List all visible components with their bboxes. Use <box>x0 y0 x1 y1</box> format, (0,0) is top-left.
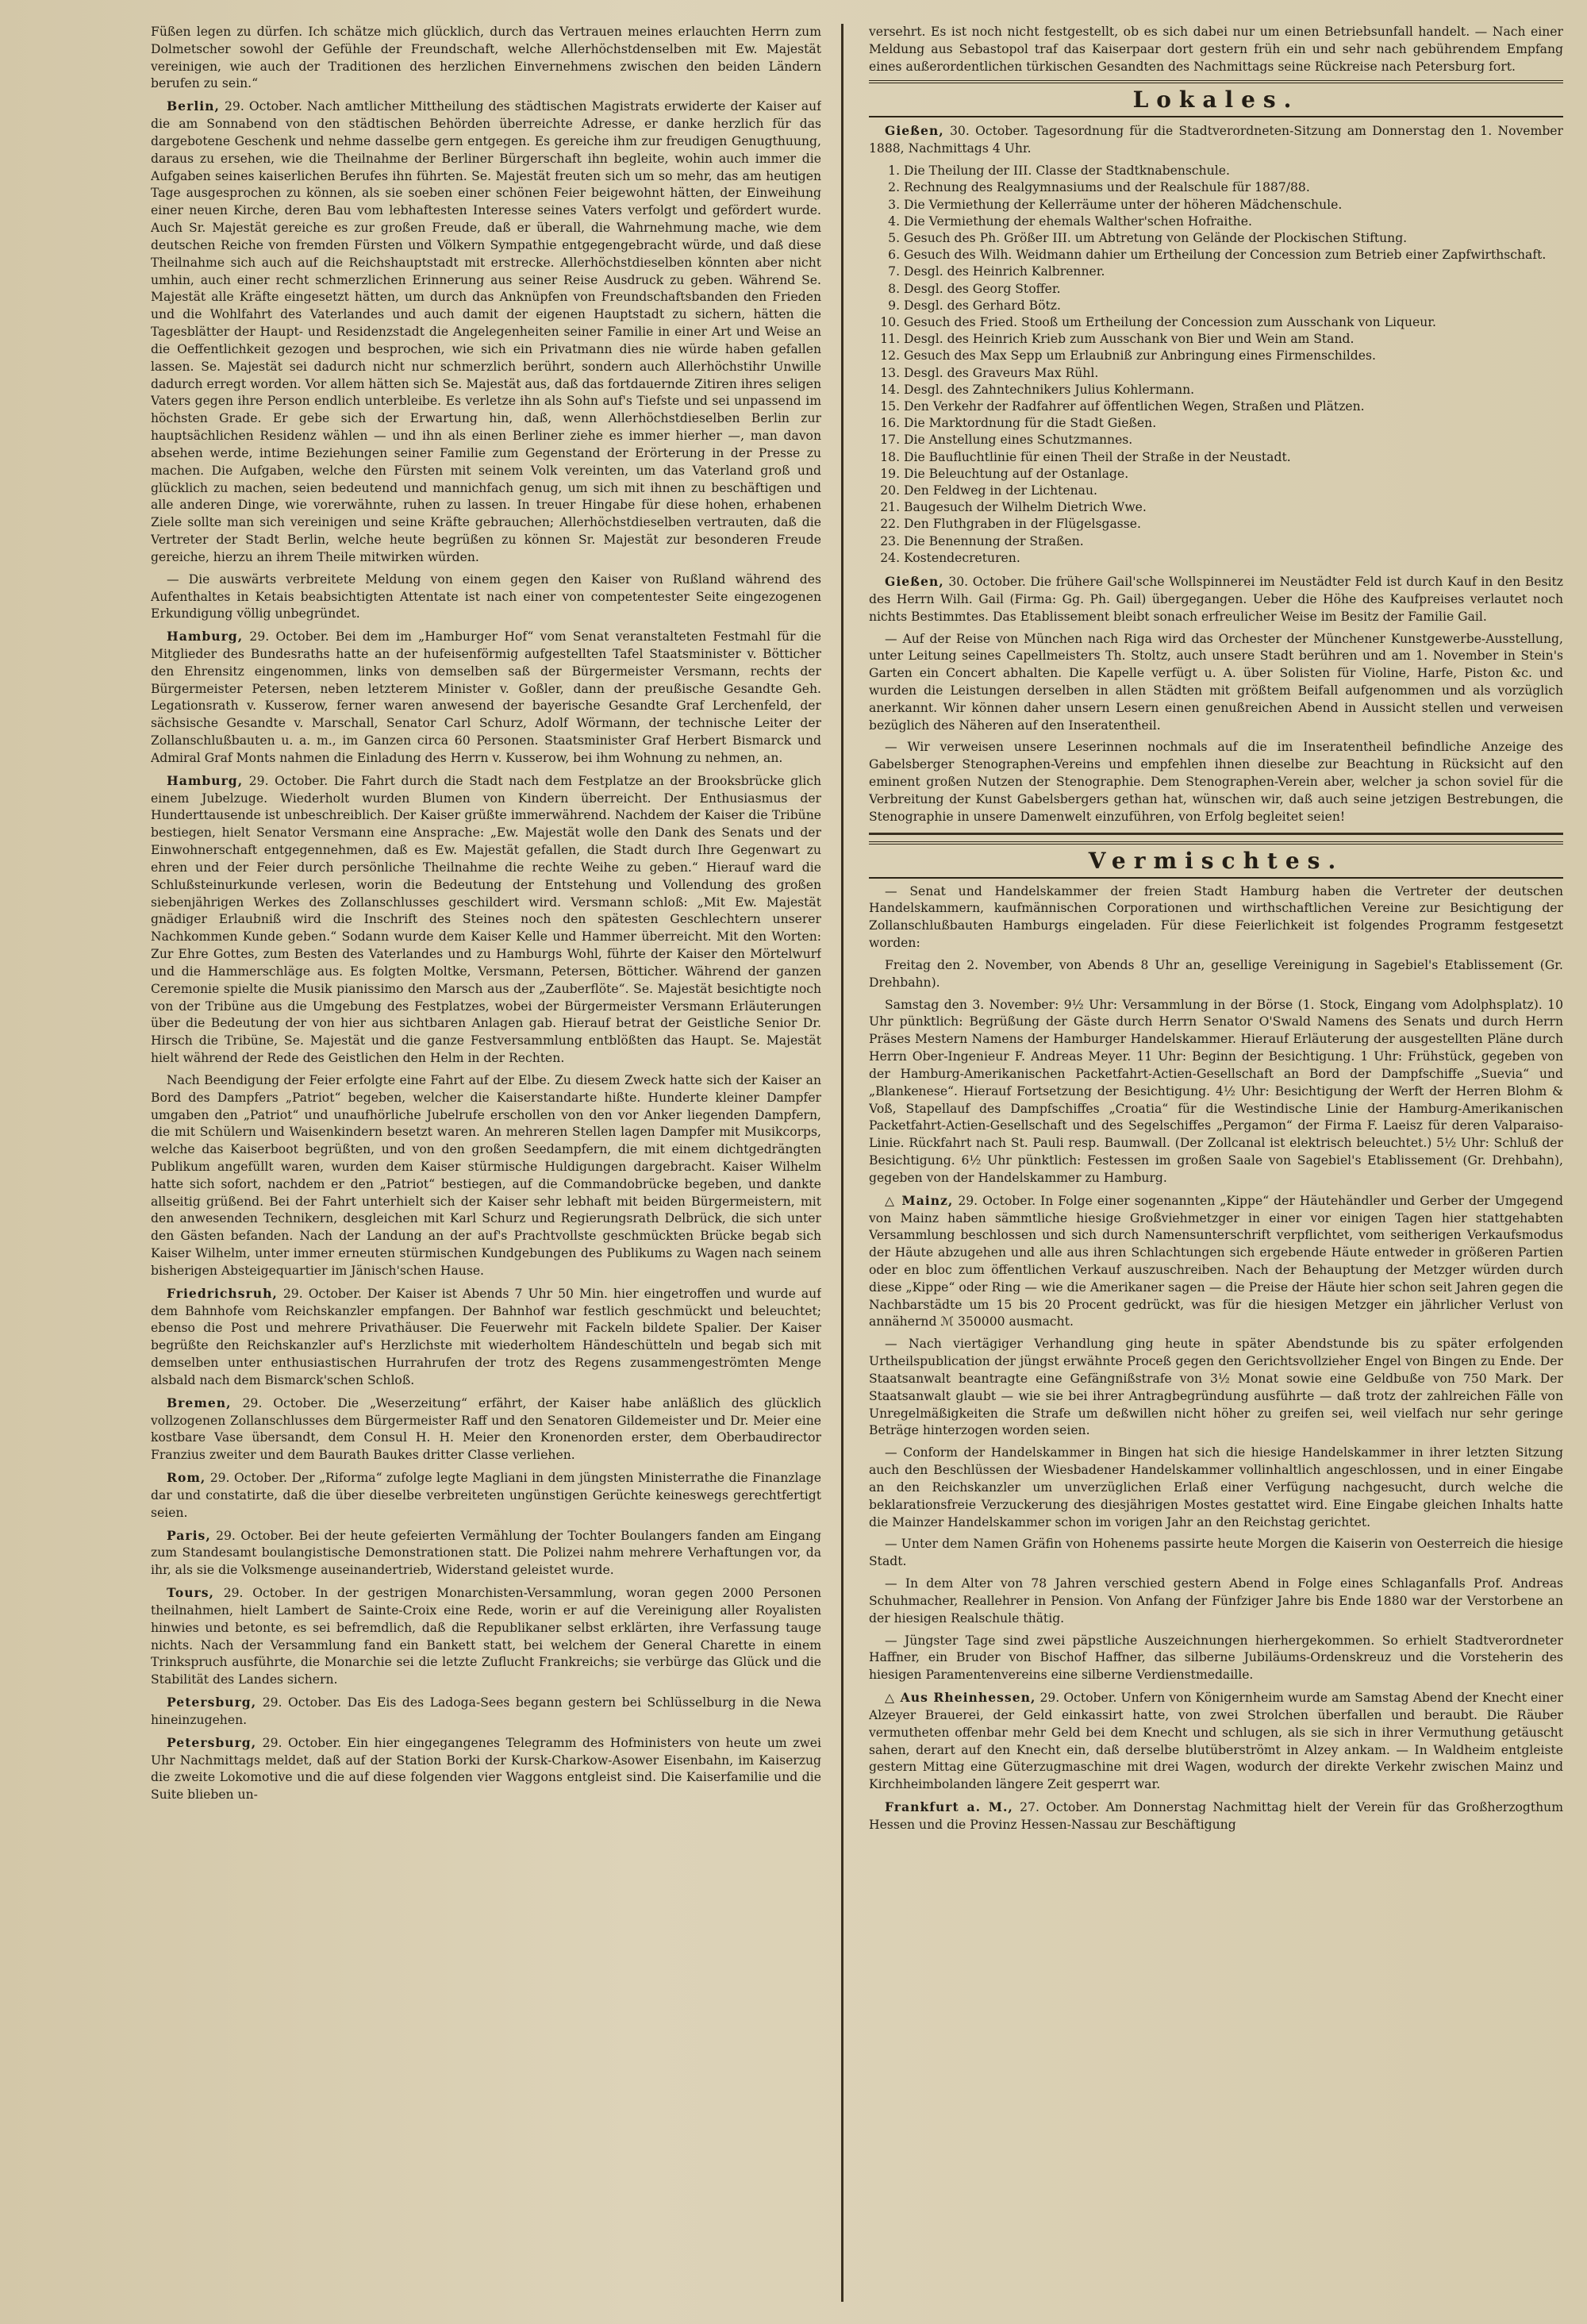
article-paragraph <box>869 739 1563 825</box>
article-paragraph <box>869 1336 1563 1440</box>
agenda-list <box>869 163 1563 567</box>
article-text: Bei der heute gefeierten Vermählung der Tochter Boulangers fanden am Eingang zum Standesamt boulangistische Demonstrationen statt. Die Polizei nahm mehrere Verhaftungen vor, da ihr, als sie die Volksmenge auseinandertrieb, Widerstand geleistet wurde. <box>151 1528 821 1578</box>
article-text: Bei dem im „Hamburger Hof“ vom Senat veranstalteten Festmahl für die Mitglieder des Bundesraths hatte an der hufeisenförmig aufgestellten Tafel Staatsminister v. Bötticher den Ehrensitz eingenommen, links von demselben saß der Bürgermeister Versmann, rechts der Bürgermeister Petersen, neben letzterem Minister v. Goßler, dann der preußische Gesandte Geh. Legationsrath v. Kusserow, ferner waren anwesend der bayerische Gesandte Graf Lerchenfeld, der sächsische Gesandte v. Marschall, Senator Carl Schurz, Adolf Wörmann, der technische Leiter der Zollanschlußbauten u. a. m., im Ganzen circa 60 Personen. Staatsminister Graf Herbert Bismarck und Admiral Graf Monts nahmen die Einladung des Herrn v. Kusserow, bei ihm Wohnung zu nehmen, an. <box>151 629 821 765</box>
agenda-item: 19. Die Beleuchtung auf der Ostanlage. <box>904 466 1563 483</box>
lokales-articles <box>869 573 1563 826</box>
article-paragraph <box>151 1285 821 1390</box>
article-text: Der „Riforma“ zufolge legte Magliani in dem jüngsten Ministerrathe die Finanzlage dar und constatirte, daß die über dieselbe verbreiteten ungünstigen Gerüchte keineswegs gerechtfertigt seien. <box>151 1471 821 1520</box>
place-name: Petersburg, <box>167 1734 257 1750</box>
agenda-item: 17. Die Anstellung eines Schutzmannes. <box>904 432 1563 448</box>
dateline: 29. October. <box>242 1395 327 1410</box>
agenda-item: 11. Desgl. des Heinrich Krieb zum Ausschank von Bier und Wein am Stand. <box>904 331 1563 348</box>
place-name: Friedrichsruh, <box>167 1285 278 1301</box>
article-paragraph <box>869 957 1563 992</box>
left-column <box>151 24 821 2300</box>
dateline: 29. October. <box>958 1193 1036 1208</box>
article-text: — Wir verweisen unsere Leserinnen nochmals auf die im Inseratentheil befindliche Anzeige des Gabelsberger Stenographen-Vereins und empfehlen ihnen dieselbe zur Beachtung in Rücksicht auf den eminent großen Nutzen der Stenographie. Dem Stenographen-Verein aber, welcher ja schon soviel für die Verbreitung der Kunst Gabelsbergers gethan hat, wünschen wir, daß auch seine jetzigen Bestrebungen, die Stenographie in unsere Damenwelt einzuführen, von Erfolg begleitet seien! <box>869 740 1563 824</box>
article-paragraph <box>869 1633 1563 1684</box>
agenda-item: 18. Die Baufluchtlinie für einen Theil der Straße in der Neustadt. <box>904 449 1563 466</box>
agenda-item: 21. Baugesuch der Wilhelm Dietrich Wwe. <box>904 499 1563 516</box>
place-name: Berlin, <box>167 98 220 114</box>
agenda-intro <box>869 122 1563 158</box>
place-name: Hamburg, <box>167 629 244 644</box>
article-text: — Conform der Handelskammer in Bingen hat sich die hiesige Handelskammer in ihrer letzten Sitzung auch den Beschlüssen der Wiesbadener Handelskammer vollinhaltlich angeschlossen, und in einer Eingabe an den Reichskanzler um unverzüglichen Erlaß einer Verfügung nachgesucht, durch welche die beklarationsfreie Verzuckerung des diesjährigen Mostes gestattet wird. Eine Eingabe gleichen Inhalts hatte die Mainzer Handelskammer schon im vorigen Jahr an den Reichstag gerichtet. <box>869 1445 1563 1529</box>
place-name: Petersburg, <box>167 1695 257 1710</box>
agenda-item: 2. Rechnung des Realgymnasiums und der Realschule für 1887/88. <box>904 179 1563 196</box>
section-header-vermischtes: Vermischtes. <box>869 841 1563 879</box>
place-name: Rom, <box>167 1470 206 1486</box>
dateline: 27. October. <box>1020 1800 1100 1815</box>
dateline: 30. October. <box>948 575 1026 590</box>
agenda-item: 1. Die Theilung der III. Classe der Stadtknabenschule. <box>904 163 1563 179</box>
article-paragraph <box>151 1584 821 1689</box>
article-text: In der gestrigen Monarchisten-Versammlung, woran gegen 2000 Personen theilnahmen, hielt Lambert de Sainte-Croix eine Rede, worin er auf die Vereinigung aller Royalisten hinwies und betonte, es sei befremdlich, daß die Republikaner selbst erklärten, ihre Verfassung tauge nichts. Nach der Versammlung fand ein Bankett statt, bei welchem der General Charette in einem Trinkspruch ausführte, die Monarchie sei die letzte Zuflucht Frankreichs; sie verbürge das Glück und die Stabilität des Landes sichern. <box>151 1586 821 1687</box>
agenda-item: 4. Die Vermiethung der ehemals Walther'schen Hofraithe. <box>904 214 1563 230</box>
article-paragraph <box>151 1072 821 1280</box>
article-text: — Nach viertägiger Verhandlung ging heute in später Abendstunde bis zu später erfolgenden Urtheilspublication der jüngst erwähnte Proceß gegen den Gerichtsvollzieher Engel von Bingen zu Ende. Der Staatsanwalt beantragte eine Gefängnißstrafe von 3½ Monat sowie eine Geldbuße von 750 Mark. Der Staatsanwalt glaubt — wie sie bei ihrer Antragbegründung ausführte — daß trotz der zahlreichen Fälle von Unregelmäßigkeiten die Strafe um deßwillen nicht höher zu greifen sei, weil vielfach nur sehr geringe Beträge hinterzogen worden seien. <box>869 1337 1563 1438</box>
article-text: Unfern von Königernheim wurde am Samstag Abend der Knecht einer Alzeyer Brauerei, der Geld einkassirt hatte, von zwei Strolchen überfallen und beraubt. Die Räuber vermutheten offenbar mehr Geld bei dem Knecht und schlugen, als sie sich in ihrer Vermuthung getäuscht sahen, derart auf den Knecht ein, daß derselbe blutüberströmt in Alzey ankam. — In Waldheim entgleiste gestern Mittag eine Güterzugmaschine mit drei Wagen, wodurch der direkte Verkehr zwischen Mainz und Kirchheimbolanden längere Zeit gesperrt war. <box>869 1691 1563 1792</box>
agenda-item: 15. Den Verkehr der Radfahrer auf öffentlichen Wegen, Straßen und Plätzen. <box>904 398 1563 415</box>
article-text: — Unter dem Namen Gräfin von Hohenems passirte heute Morgen die Kaiserin von Oesterreich die hiesige Stadt. <box>869 1537 1563 1569</box>
article-paragraph <box>151 772 821 1068</box>
article-paragraph <box>869 573 1563 625</box>
article-text: Das Eis des Ladoga-Sees begann gestern bei Schlüsselburg in die Newa hineinzugehen. <box>151 1695 821 1727</box>
agenda-item: 3. Die Vermiethung der Kellerräume unter der höheren Mädchenschule. <box>904 197 1563 214</box>
article-text: Samstag den 3. November: 9½ Uhr: Versammlung in der Börse (1. Stock, Eingang vom Adolphsplatz). 10 Uhr pünktlich: Begrüßung der Gäste durch Herrn Senator O'Swald Namens des Senats und durch Herrn Präses Mestern Namens der Hamburger Handelskammer. Hierauf Erläuterung der ausgestellten Pläne durch Herrn Ober-Ingenieur F. Andreas Meyer. 11 Uhr: Beginn der Besichtigung. 1 Uhr: Frühstück, gegeben von der Hamburg-Amerikanischen Packetfahrt-Actien-Gesellschaft an Bord der Dampfschiffe „Suevia“ und „Blankenese“. Hierauf Fortsetzung der Besichtigung. 4½ Uhr: Besichtigung der Werft der Herren Blohm & Voß, Stapellauf des Dampfschiffes „Croatia“ für die Westindische Linie der Hamburg-Amerikanischen Packetfahrt-Actien-Gesellschaft und des Segelschiffes „Pergamon“ der Firma F. Laeisz für deren Valparaiso-Linie. Rückfahrt nach St. Pauli resp. Baumwall. (Der Zollcanal ist elektrisch beleuchtet.) 5½ Uhr: Schluß der Besichtigung. 6½ Uhr pünktlich: Festessen im großen Saale von Sagebiel's Etablissement (Gr. Drehbahn), gegeben von der Handelskammer zu Hamburg. <box>869 997 1563 1185</box>
article-text: Füßen legen zu dürfen. Ich schätze mich glücklich, durch das Vertrauen meines erlauchten Herrn zum Dolmetscher sowohl der Gefühle der Freundschaft, welche Allerhöchstdenselben mit Ew. Majestät vereinigen, wie auch der Traditionen des herzlichen Einvernehmens zwischen den beiden Ländern berufen zu sein.“ <box>151 25 821 91</box>
place-name: Gießen, <box>885 574 944 590</box>
agenda-item: 14. Desgl. des Zahntechnikers Julius Kohlermann. <box>904 382 1563 398</box>
article-text: Die „Weserzeitung“ erfährt, der Kaiser habe anläßlich des glücklich vollzogenen Zollanschlusses dem Bürgermeister Raff und den Senatoren Gildemeister und Dr. Meier eine kostbare Vase übersandt, dem Consul H. H. Meier den Kronenorden erster, dem Oberbaudirector Franzius zweiter und dem Baurath Baukes dritter Classe verliehen. <box>151 1395 821 1463</box>
agenda-item: 20. Den Feldweg in der Lichtenau. <box>904 483 1563 499</box>
place-name: Hamburg, <box>167 772 244 788</box>
article-text: In Folge einer sogenannten „Kippe“ der Häutehändler und Gerber der Umgegend von Mainz haben sämmtliche hiesige Großviehmetzger in einer vor einigen Tagen hier stattgehabten Versammlung beschlossen und sich durch Namensunterschrift verpflichtet, vom seitherigen Verkaufsmodus der Häute abzugehen und alle aus ihren Schlachtungen sich ergebende Häute entweder in größeren Partien oder en bloc zum öffentlichen Verkauf auszuschreiben. Nach der Behauptung der Metzger würden durch diese „Kippe“ oder Ring — wie die Amerikaner sagen — die Preise der Häute hier schon seit Jahren gegen die Nachbarstädte um 15 bis 20 Procent gedrückt, was für die hiesigen Metzger ein jährlicher Verlust von annähernd ℳ 350000 ausmacht. <box>869 1193 1563 1329</box>
article-text: — Auf der Reise von München nach Riga wird das Orchester der Münchener Kunstgewerbe-Ausstellung, unter Leitung seines Capellmeisters Th. Stoltz, auch unsere Stadt berühren und am 1. November in Stein's Garten ein Concert abhalten. Die Kapelle verfügt u. A. über Solisten für Violine, Harfe, Piston &c. und wurden die Leistungen derselben in allen Städten mit größtem Beifall aufgenommen und als vorzüglich anerkannt. Wir können daher unsern Lesern einen genußreichen Abend in Aussicht stellen und verweisen bezüglich des Näheren auf den Inseratentheil. <box>869 631 1563 733</box>
article-text: Die Fahrt durch die Stadt nach dem Festplatze an der Brooksbrücke glich einem Jubelzuge. Wiederholt wurden Blumen von Kindern überreicht. Der Enthusiasmus der Hunderttausende ist unbeschreiblich. Der Kaiser grüßte immerwährend. Nachdem der Kaiser die Tribüne bestiegen, hielt Senator Versmann eine Ansprache: „Ew. Majestät wolle den Dank des Senats und der Einwohnerschaft entgegennehmen, daß es Ew. Majestät gefallen, die Stadt durch Ihre Gegenwart zu ehren und der Feier durch persönliche Theilnahme die rechte Weihe zu geben.“ Hierauf ward die Schlußsteinurkunde verlesen, worin die Bedeutung der Entstehung und Vollendung des großen siebenjährigen Werkes des Zollanschlusses geschildert wird. Versmann schloß: „Mit Ew. Majestät gnädiger Erlaubniß wird die Inschrift des Steines noch den spätesten Geschlechtern unserer Nachkommen Kunde geben.“ Sodann wurde dem Kaiser Kelle und Hammer überreicht. Mit den Worten: Zur Ehre Gottes, zum Besten des Vaterlandes und zu Hamburgs Wohl, führte der Kaiser den Mörtelwurf und die Hammerschläge aus. Es folgten Moltke, Versmann, Petersen, Bötticher. Während der ganzen Ceremonie spielte die Musik pianissimo den Marsch aus der „Zauberflöte“. Se. Majestät besichtigte noch von der Tribüne aus die Umgebung des Festplatzes, wobei der Bürgermeister Versmann Erläuterungen über die Bedeutung der von hier aus sichtbaren Anlagen gab. Hierauf betrat der Geistliche Senior Dr. Hirsch die Tribüne, Se. Majestät und die ganze Festversammlung entblößten das Haupt. Se. Majestät hielt während der Rede des Geistlichen den Helm in der Rechten. <box>151 773 821 1066</box>
place-name: △ Aus Rheinhessen, <box>885 1690 1036 1706</box>
dateline: 30. October. <box>950 124 1029 139</box>
article-text: Am Donnerstag Nachmittag hielt der Verein für das Großherzogthum Hessen und die Provinz Hessen-Nassau zur Beschäftigung <box>869 1800 1563 1832</box>
section-rule <box>869 833 1563 835</box>
article-paragraph <box>151 1395 821 1464</box>
article-paragraph <box>151 98 821 566</box>
article-paragraph <box>869 1536 1563 1571</box>
dateline: 29. October. <box>282 1286 362 1301</box>
agenda-item: 12. Gesuch des Max Sepp um Erlaubniß zur Anbringung eines Firmenschildes. <box>904 348 1563 364</box>
agenda-item: 16. Die Marktordnung für die Stadt Gießen. <box>904 415 1563 432</box>
agenda-intro-text: Tagesordnung für die Stadtverordneten-Sitzung am Donnerstag den 1. November 1888, Nachmittags 4 Uhr. <box>869 124 1563 156</box>
right-column <box>869 24 1563 2300</box>
article-text: Freitag den 2. November, von Abends 8 Uhr an, gesellige Vereinigung in Sagebiel's Etablissement (Gr. Drehbahn). <box>869 957 1563 990</box>
place-name: Bremen, <box>167 1395 232 1410</box>
agenda-item: 24. Kostendecreturen. <box>904 550 1563 567</box>
agenda-item: 13. Desgl. des Graveurs Max Rühl. <box>904 365 1563 382</box>
article-text: Nach amtlicher Mittheilung des städtischen Magistrats erwiderte der Kaiser auf die am Sonnabend von den städtischen Behörden überreichte Adresse, er danke herzlich für das dargebotene Geschenk und nehme dasselbe gern entgegen. Es gereiche ihm zur freudigen Genugthuung, daraus zu ersehen, wie die Theilnahme der Berliner Bürgerschaft ihn begleite, wohin auch immer die Aufgaben seines kaiserlichen Berufes ihn führten. Se. Majestät freuten sich um so mehr, das am heutigen Tage ausgesprochen zu können, als sie soeben einer schönen Feier beigewohnt hätten, der Einweihung einer neuen Kirche, deren Bau vom lebhaftesten Interesse seines Vaters verfolgt und gefördert wurde. Auch Sr. Majestät gereiche es zur großen Freude, daß er überall, die Wahrnehmung mache, wie dem deutschen Reiche von fremden Fürsten und Völkern Sympathie entgegengebracht würde, und daß diese Theilnahme sich auch auf die Reichshauptstadt mit erstrecke. Allerhöchstdieselben könnten aber nicht umhin, auch einer recht schmerzlichen Erinnerung aus seiner Reise Ausdruck zu geben. Während Se. Majestät alle Kräfte eingesetzt hätten, um durch das Anknüpfen von Freundschaftsbanden den Frieden und die Wohlfahrt des Vaterlandes und auch damit der eigenen Hauptstadt zu sichern, hätten die Tagesblätter der Haupt- und Residenzstadt die Angelegenheiten seiner Familie in einer Art und Weise an die Oeffentlichkeit gezogen und besprochen, wie sich ein Privatmann dies nie würde haben gefallen lassen. Se. Majestät sei dadurch nicht nur schmerzlich berührt, sondern auch Allerhöchstihr Unwille dadurch erregt worden. Vor allem hätten sich Se. Majestät aus, daß das fortdauernde Zitiren ihres seligen Vaters gegen ihre Person endlich unterbleibe. Es verletze ihn als Sohn auf's Tiefste und sei unpassend im höchsten Grade. Er gebe sich der Erwartung hin, daß, wenn Allerhöchstdieselben Berlin zur hauptsächlichen Residenz wählen — und ihn als einen Berliner ziehe es immer hierher —, man davon absehen werde, intime Beziehungen seiner Familie zum Gegenstand der Erörterung in der Presse zu machen. Die Aufgaben, welche den Fürsten mit seinem Volk vereinten, um das Vaterland groß und glücklich zu machen, seien bedeutend und mannichfach genug, um sich mit ihnen zu beschäftigen und alle anderen Dinge, wie vorerwähnte, ruhen zu lassen. In treuer Hingabe für diese hohen, erhabenen Ziele sollte man sich vereinigen und seine Kräfte gebrauchen; Allerhöchstdieselben vertrauten, daß die Vertreter der Stadt Berlin, welche heute begrüßen zu können Sr. Majestät zur besonderen Freude gereiche, hierzu an ihrem Theile mitwirken würden. <box>151 99 821 564</box>
agenda-item: 22. Den Fluthgraben in der Flügelsgasse. <box>904 516 1563 533</box>
article-paragraph <box>869 631 1563 735</box>
agenda-item: 6. Gesuch des Wilh. Weidmann dahier um Ertheilung der Concession zum Betrieb einer Zapfwirthschaft. <box>904 247 1563 264</box>
dateline: 29. October. <box>209 1471 288 1486</box>
article-text: — Senat und Handelskammer der freien Stadt Hamburg haben die Vertreter der deutschen Handelskammern, kaufmännischen Corporationen und wirthschaftlichen Vereine zur Besichtigung der Zollanschlußbauten Hamburgs eingeladen. Für diese Feierlichkeit ist folgendes Programm festgesetzt worden: <box>869 883 1563 951</box>
article-text: — Die auswärts verbreitete Meldung von einem gegen den Kaiser von Rußland während des Aufenthaltes in Ketais beabsichtigten Attentate ist nach einer von competentester Seite eingezogenen Erkundigung völlig unbegründet. <box>151 571 821 621</box>
agenda-item: 9. Desgl. des Gerhard Bötz. <box>904 298 1563 314</box>
article-paragraph <box>869 997 1563 1187</box>
article-paragraph <box>151 24 821 93</box>
dateline: 29. October. <box>249 629 329 644</box>
place-name: Tours, <box>167 1585 214 1601</box>
dateline: 29. October. <box>216 1528 294 1543</box>
agenda-item: 8. Desgl. des Georg Stoffer. <box>904 281 1563 298</box>
article-paragraph <box>151 1694 821 1730</box>
dateline: 29. October. <box>248 773 329 788</box>
article-paragraph <box>151 1734 821 1804</box>
dateline: 29. October. <box>225 99 302 114</box>
article-paragraph <box>151 1469 821 1522</box>
article-continuation: versehrt. Es ist noch nicht festgestellt, ob es sich dabei nur um einen Betriebsunfall handelt. — Nach einer Meldung aus Sebastopol traf das Kaiserpaar dort gestern früh ein und sehr nach gebührendem Empfang eines außerordentlichen türkischen Gesandten des Nachmittags seine Rückreise nach Petersburg fort. <box>869 25 1563 74</box>
dateline: 29. October. <box>1039 1691 1117 1706</box>
place-name: Paris, <box>167 1527 211 1543</box>
article-paragraph <box>151 571 821 623</box>
article-text: — Jüngster Tage sind zwei päpstliche Auszeichnungen hierhergekommen. So erhielt Stadtverordneter Haffner, ein Bruder von Bischof Haffner, das silberne Jubiläums-Ordenskreuz und die Vorsteherin des hiesigen Paramentenvereins eine silberne Verdienstmedaille. <box>869 1633 1563 1683</box>
agenda-item: 23. Die Benennung der Straßen. <box>904 533 1563 550</box>
place-name: Frankfurt a. M., <box>885 1799 1013 1815</box>
article-paragraph <box>151 1527 821 1579</box>
article-paragraph <box>869 1445 1563 1531</box>
article-paragraph <box>151 628 821 768</box>
agenda-item: 7. Desgl. des Heinrich Kalbrenner. <box>904 264 1563 280</box>
vermischtes-articles <box>869 883 1563 1834</box>
article-paragraph <box>869 1192 1563 1332</box>
dateline: 29. October. <box>262 1735 342 1750</box>
dateline: 29. October. <box>262 1695 342 1710</box>
column-divider <box>841 24 843 2302</box>
article-text: Die frühere Gail'sche Wollspinnerei im Neustädter Feld ist durch Kauf in den Besitz des Herrn Wilh. Gail (Firma: Gg. Ph. Gail) übergegangen. Ueber die Höhe des Kaufpreises verlautet noch nichts Bestimmtes. Das Etablissement bleibt sonach erfreulicher Weise im Besitz der Familie Gail. <box>869 575 1563 624</box>
article-paragraph <box>869 883 1563 952</box>
article-paragraph <box>869 1689 1563 1794</box>
place-name: △ Mainz, <box>885 1192 954 1208</box>
article-text: Nach Beendigung der Feier erfolgte eine Fahrt auf der Elbe. Zu diesem Zweck hatte sich der Kaiser an Bord des Dampfers „Patriot“ begeben, welcher die Kaiserstandarte hißte. Hunderte kleiner Dampfer umgaben den „Patriot“ und unaufhörliche Jubelrufe erschollen von den vor Anker liegenden Dampfern, die mit Schülern und Waisenkindern besetzt waren. An mehreren Stellen lagen Dampfer mit Musikcorps, welche das Kaiserboot begrüßten, und von den großen Seedampfern, die mit einem dichtgedrängten Publikum angefüllt waren, wurden dem Kaiser stürmische Huldigungen dargebracht. Kaiser Wilhelm hatte sich sofort, nachdem er den „Patriot“ bestiegen, auf die Commandobrücke begeben, und dankte allseitig grüßend. Bei der Fahrt unterhielt sich der Kaiser sehr lebhaft mit beiden Bürgermeistern, mit den anwesenden Technikern, desgleichen mit Karl Schurz und Regierungsrath Delbrück, die sich unter den Gästen befanden. Nach der Landung an der auf's Prachtvollste geschmückten Brücke begab sich Kaiser Wilhelm, unter immer erneuten stürmischen Kundgebungen des Publikums zu Wagen nach seinem bisherigen Absteigequartier im Jänisch'schen Hause. <box>151 1072 821 1278</box>
dateline: 29. October. <box>223 1586 306 1601</box>
agenda-item: 5. Gesuch des Ph. Größer III. um Abtretung von Gelände der Plockischen Stiftung. <box>904 230 1563 247</box>
agenda-item: 10. Gesuch des Fried. Stooß um Ertheilung der Concession zum Ausschank von Liqueur. <box>904 314 1563 331</box>
article-text: Ein hier eingegangenes Telegramm des Hofministers von heute um zwei Uhr Nachmittags meldet, daß auf der Station Borki der Kursk-Charkow-Asower Eisenbahn, im Kaiserzug die zweite Lokomotive und die auf diese folgenden vier Waggons entgleist sind. Die Kaiserfamilie und die Suite blieben un- <box>151 1735 821 1803</box>
section-header-lokales: Lokales. <box>869 80 1563 117</box>
article-text: Der Kaiser ist Abends 7 Uhr 50 Min. hier eingetroffen und wurde auf dem Bahnhofe vom Reichskanzler empfangen. Der Bahnhof war festlich geschmückt und beleuchtet; ebenso die Post und mehrere Privathäuser. Die Feuerwehr mit Fackeln bildete Spalier. Der Kaiser begrüßte den Reichskanzler auf's Herzlichste mit wiederholtem Händeschütteln und begab sich mit demselben unter enthusiastischen Hurrahrufen der trotz des Regens zusammengeströmten Menge alsbald nach dem Bismarck'schen Schloß. <box>151 1286 821 1387</box>
article-text: — In dem Alter von 78 Jahren verschied gestern Abend in Folge eines Schlaganfalls Prof. Andreas Schuhmacher, Reallehrer in Pension. Von Anfang der Fünfziger Jahre bis Ende 1880 war der Verstorbene an der hiesigen Realschule thätig. <box>869 1576 1563 1626</box>
article-paragraph <box>869 1799 1563 1834</box>
article-paragraph <box>869 1576 1563 1627</box>
place-name: Gießen, <box>885 123 944 139</box>
